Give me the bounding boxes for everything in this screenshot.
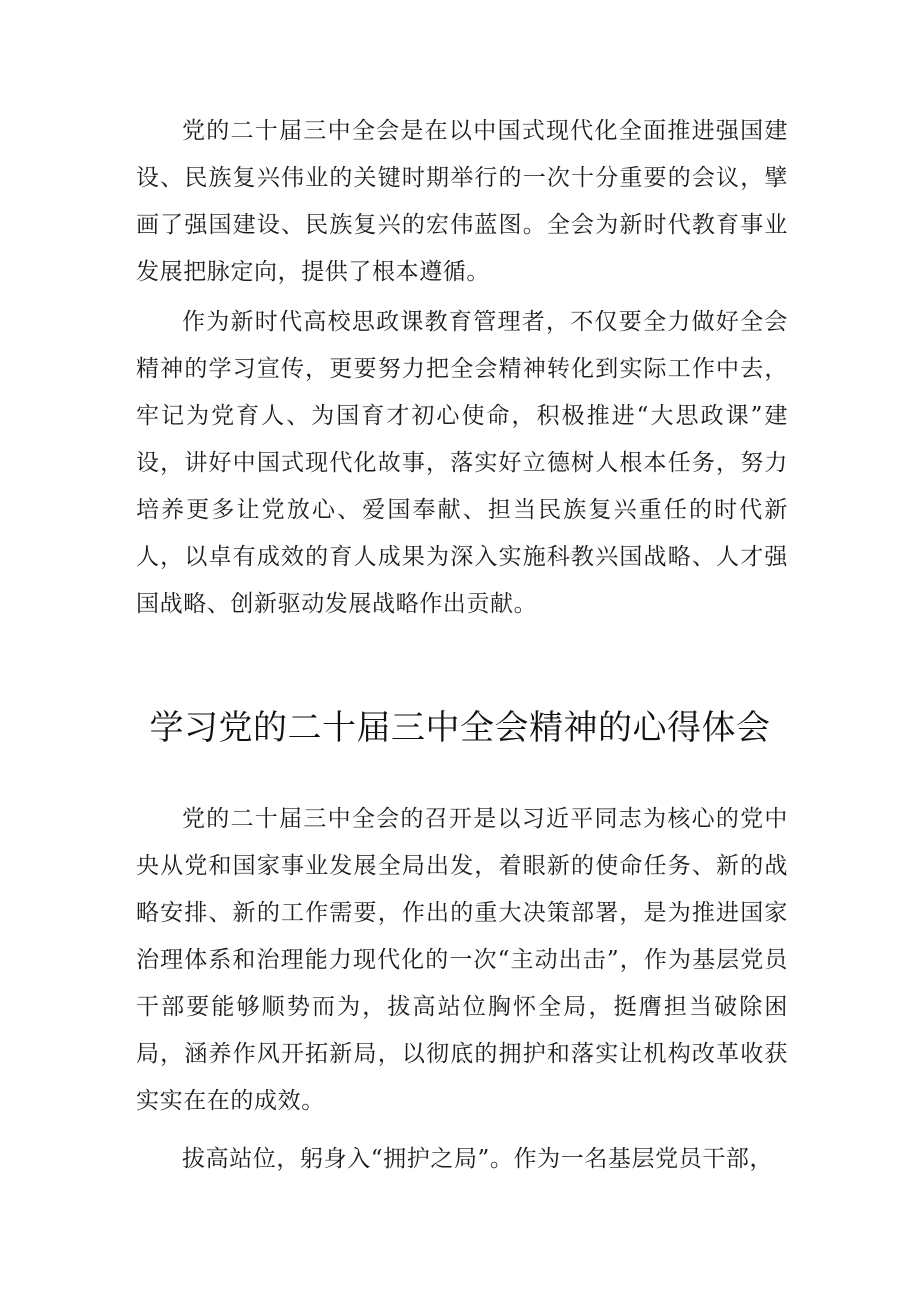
- paragraph-stance: 拔高站位，躬身入“拥护之局”。作为一名基层党员干部，: [182, 1146, 774, 1172]
- paragraph-responsibility: 作为新时代高校思政课教育管理者，不仅要全力做好全会精神的学习宣传，更要努力把全会精神转化到实际工作中去，牢记为党育人、为国育才初心使命，积极推进“大思政课”建设，讲好中国式现代化故事，落实好立德树人根本任务，努力培养更多让党放心、爱国奉献、担当民族复兴重任的时代新人，以卓有成效的育人成果为深入实施科教兴国战略、人才强国战略、创新驱动发展战略作出贡献。: [136, 309, 788, 617]
- section-heading: 学习党的二十届三中全会精神的心得体会: [149, 708, 771, 748]
- paragraph-intro: 党的二十届三中全会是在以中国式现代化全面推进强国建设、民族复兴伟业的关键时期举行的一次十分重要的会议，擘画了强国建设、民族复兴的宏伟蓝图。全会为新时代教育事业发展把脉定向，提供了根本遵循。: [136, 118, 788, 285]
- paragraph-overview: 党的二十届三中全会的召开是以习近平同志为核心的党中央从党和国家事业发展全局出发，着眼新的使命任务、新的战略安排、新的工作需要，作出的重大决策部署，是为推进国家治理体系和治理能力现代化的一次“主动出击”，作为基层党员干部要能够顺势而为，拔高站位胸怀全局，挺膺担当破除困局，涵养作风开拓新局，以彻底的拥护和落实让机构改革收获实实在在的成效。: [136, 806, 788, 1114]
